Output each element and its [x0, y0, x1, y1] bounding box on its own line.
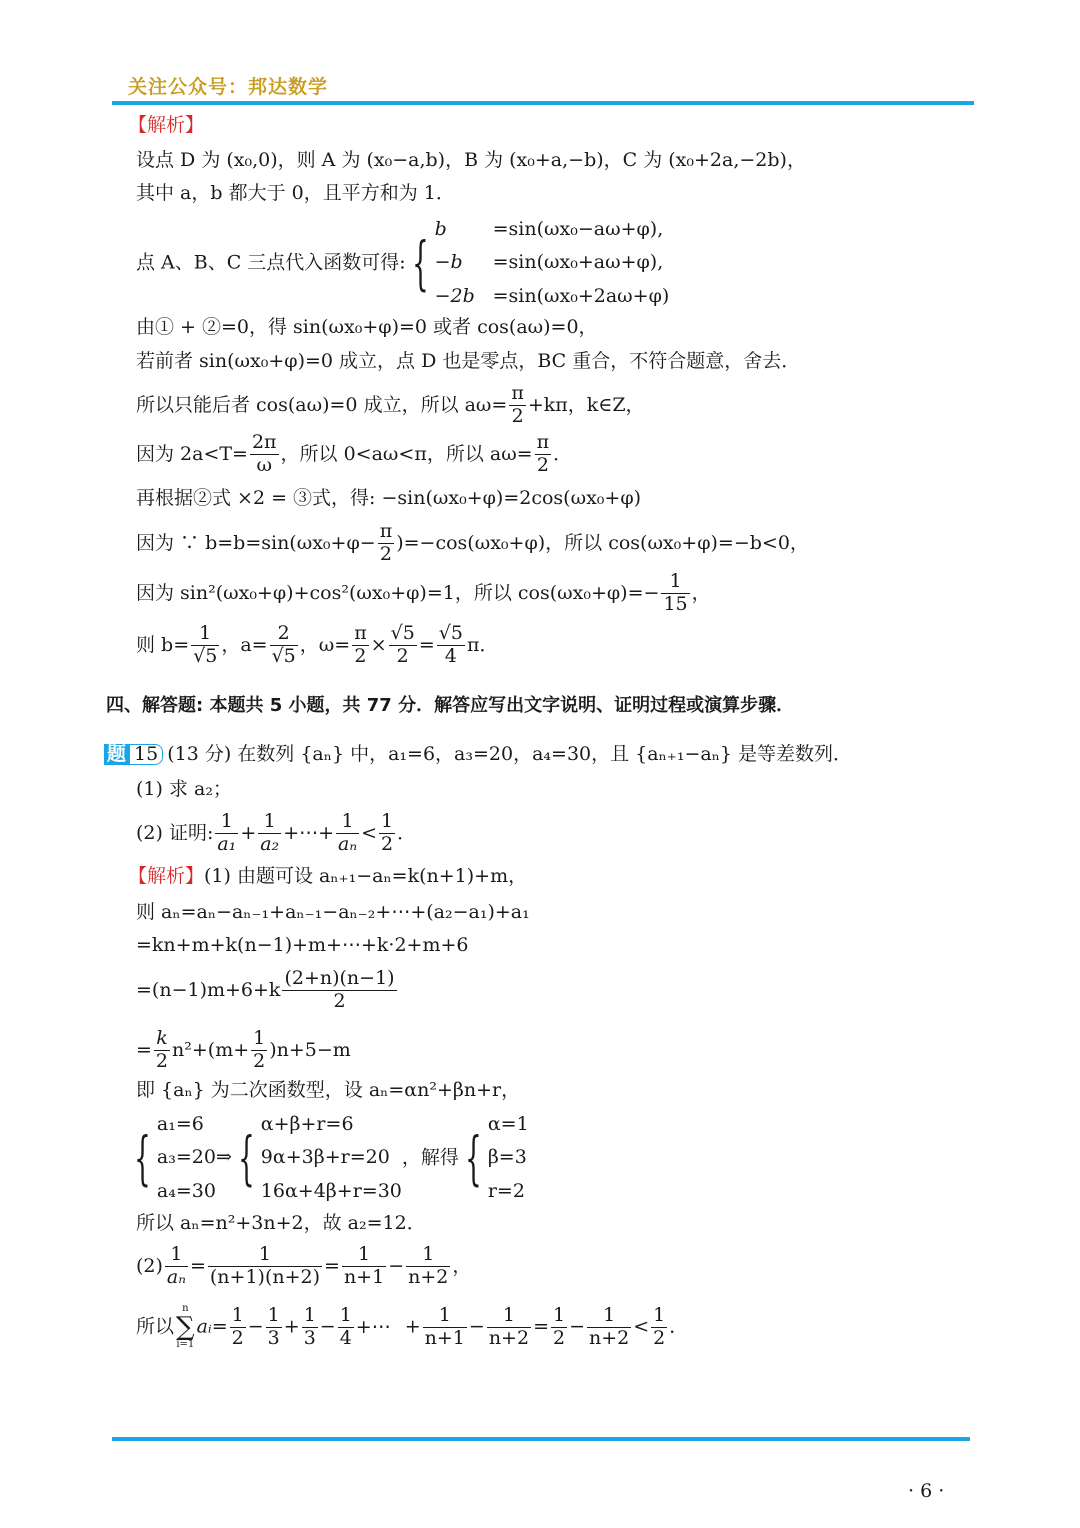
header-rule — [112, 101, 974, 105]
sys3-row-2: β=3 — [487, 1146, 527, 1169]
frac-den: n+1 — [343, 1265, 385, 1288]
part2-prefix: (2) 证明: — [136, 821, 214, 844]
system-1 — [157, 1108, 232, 1208]
sys1-row-2: a₃=20⇒ — [156, 1146, 232, 1169]
frac-1-over-15 — [661, 571, 689, 616]
frac-1-over-n1 — [342, 1244, 386, 1289]
frac-num: 1 — [342, 1244, 386, 1267]
left-brace: { — [134, 1123, 151, 1192]
frac-1-over-product — [208, 1244, 322, 1289]
frac-1-over-n2 — [587, 1305, 631, 1350]
frac-1-over-2 — [651, 1305, 667, 1350]
frac-1-over-4 — [338, 1305, 354, 1350]
frac-k-over-2 — [154, 1028, 170, 1073]
sol8-minus: − — [388, 1254, 405, 1277]
sol9-lt: < — [633, 1315, 650, 1338]
analysis-label: 【解析】 — [128, 114, 205, 136]
frac-sum-formula — [282, 968, 396, 1013]
frac-den: 2 — [511, 404, 524, 427]
frac-den: √5 — [193, 644, 218, 667]
frac-den: n+1 — [424, 1326, 465, 1349]
frac-num: 1 — [552, 1303, 566, 1326]
solution-line-4 — [136, 968, 399, 1013]
frac-den: 2 — [653, 1326, 666, 1349]
frac-1-over-2 — [379, 811, 395, 856]
sol5-text-b: n²+(m+ — [172, 1038, 250, 1061]
system-3 — [488, 1108, 529, 1208]
sol9-prefix: 所以 — [136, 1315, 175, 1338]
frac-den: a₂ — [260, 832, 280, 855]
frac-1-over-sqrt5 — [191, 623, 219, 668]
frac-den: n+2 — [408, 1265, 449, 1288]
sol8-label: (2) — [136, 1254, 163, 1277]
sum-lower: i=1 — [176, 1339, 195, 1350]
frac-pi-over-2 — [509, 383, 526, 428]
analysis-system-line — [136, 213, 669, 313]
frac-den: aₙ — [166, 1265, 186, 1288]
sol9-plus: + — [404, 1315, 421, 1338]
sys2-row-2: 9α+3β+r=20 — [260, 1146, 390, 1169]
sol5-text-c: )n+5−m — [269, 1038, 351, 1061]
sol8-end: ， — [452, 1254, 472, 1277]
sys-left-3: −2b — [434, 284, 475, 307]
analysis-line-5: 若前者 sin(ωx₀+φ)=0 成立，点 D 也是零点，BC 重合，不符合题意，舍去． — [136, 350, 801, 372]
question-15-stem — [104, 744, 852, 765]
frac-num: 1 — [165, 1244, 188, 1267]
frac-den: aₙ — [338, 832, 358, 855]
frac-1-over-3 — [302, 1305, 318, 1350]
system-right-col — [493, 213, 670, 313]
frac-num: (2+n)(n−1) — [284, 967, 395, 989]
question-stem-text: (13 分) 在数列 {aₙ} 中，a₁=6，a₃=20，a₄=30，且 {aₙ₊₁−aₙ} 是等差数列． — [167, 743, 853, 765]
solution-line-6: 即 {aₙ} 为二次函数型，设 aₙ=αn²+βn+r， — [136, 1079, 521, 1101]
frac-1-over-3 — [266, 1305, 282, 1350]
frac-num: √5 — [390, 622, 415, 644]
frac-2-over-sqrt5 — [270, 623, 298, 668]
sol9-ai: aᵢ= — [196, 1315, 228, 1338]
frac-num: 1 — [661, 571, 689, 594]
frac-num: 2π — [251, 431, 277, 453]
frac-1-over-an — [165, 1244, 188, 1289]
frac-den: 4 — [444, 644, 457, 667]
frac-1-over-a2 — [258, 811, 281, 856]
system-left-col — [435, 213, 493, 313]
frac-den: 3 — [267, 1326, 280, 1349]
frac-pi-over-2 — [352, 623, 369, 668]
frac-pi-over-2 — [535, 432, 552, 477]
frac-1-over-n2 — [487, 1305, 531, 1350]
frac-num: 1 — [380, 810, 394, 832]
sys1-row-1: a₁=6 — [156, 1113, 204, 1135]
system-2 — [261, 1108, 402, 1208]
frac-1-over-a1 — [215, 811, 238, 856]
sol9-minus: − — [468, 1315, 485, 1338]
frac-1-over-n1 — [423, 1305, 467, 1350]
frac-den: 2 — [155, 1049, 169, 1072]
frac-den: 2 — [354, 644, 367, 667]
line7-text-b: ，所以 0<aω<π，所以 aω= — [280, 442, 533, 465]
frac-den: ω — [256, 453, 272, 476]
frac-num: 1 — [258, 811, 281, 834]
system-prefix: 点 A、B、C 三点代入函数可得: — [136, 251, 406, 274]
question-part-1: (1) 求 a₂； — [136, 778, 232, 800]
part2-dots: +⋯+ — [283, 821, 335, 844]
line11-text-b: ，a= — [221, 633, 268, 656]
frac-2pi-over-omega — [250, 432, 279, 477]
sol9-minus: − — [247, 1315, 264, 1338]
part2-plus: + — [240, 821, 257, 844]
line9-text-a: 因为 ∵ b=b=sin(ωx₀+φ− — [136, 531, 376, 554]
sys-left-2: −b — [434, 251, 463, 274]
frac-1-over-2 — [230, 1305, 246, 1350]
frac-num: 1 — [267, 1303, 280, 1326]
sys-right-1: =sin(ωx₀−aω+φ), — [492, 218, 664, 240]
analysis-line-11 — [136, 623, 498, 668]
frac-sqrt5-over-4 — [437, 623, 465, 668]
solution-text-1: (1) 由题可设 aₙ₊₁−aₙ=k(n+1)+m， — [204, 865, 528, 887]
frac-num: 1 — [587, 1305, 631, 1328]
solution-label: 【解析】 — [128, 865, 205, 887]
sys2-row-3: 16α+4β+r=30 — [260, 1179, 402, 1202]
frac-den: n+2 — [488, 1326, 530, 1349]
frac-1-over-an — [336, 811, 359, 856]
left-brace: { — [411, 228, 429, 297]
section-title: 四、解答题: 本题共 5 小题，共 77 分．解答应写出文字说明、证明过程或演算步骤． — [106, 695, 795, 716]
line7-text-c: ． — [553, 442, 573, 465]
sol8-eq: = — [189, 1254, 206, 1277]
sol9-eq: = — [533, 1315, 549, 1338]
frac-num: √5 — [438, 622, 463, 644]
frac-den: (n+1)(n+2) — [209, 1265, 321, 1288]
footer-rule — [112, 1437, 970, 1441]
analysis-line-4: 由① + ②=0，得 sin(ωx₀+φ)=0 或者 cos(aω)=0， — [136, 316, 598, 338]
question-tag: 题 — [104, 744, 129, 765]
frac-den: 2 — [333, 989, 346, 1012]
frac-num: 1 — [487, 1305, 531, 1328]
solution-line-1 — [128, 867, 527, 886]
frac-den: n+2 — [589, 1326, 630, 1349]
solution-line-7: 所以 aₙ=n²+3n+2，故 a₂=12． — [136, 1212, 426, 1234]
frac-den: 2 — [231, 1326, 244, 1349]
frac-den: 2 — [396, 644, 409, 667]
solution-line-5 — [136, 1028, 351, 1073]
solution-line-3: =kn+m+k(n−1)+m+⋯+k·2+m+6 — [136, 934, 469, 956]
sys-left-1: b — [434, 218, 447, 240]
frac-pi-over-2 — [378, 521, 395, 566]
frac-num: 2 — [270, 623, 298, 646]
frac-den: a₁ — [217, 832, 237, 855]
page-number: · 6 · — [908, 1480, 945, 1502]
solution-line-9 — [136, 1304, 688, 1350]
frac-1-over-2 — [251, 1028, 267, 1073]
left-brace: { — [465, 1123, 482, 1192]
frac-num: 1 — [653, 1303, 666, 1326]
part2-lt: < — [361, 821, 377, 844]
frac-num: π — [536, 431, 550, 453]
line6-text-b: +kπ，k∈Z， — [527, 393, 645, 416]
analysis-line-2: 其中 a，b 都大于 0，且平方和为 1． — [136, 182, 455, 204]
sum-symbol — [174, 1304, 197, 1350]
line7-text-a: 因为 2a<T= — [136, 442, 248, 465]
frac-1-over-2 — [551, 1305, 567, 1350]
analysis-line-1: 设点 D 为 (x₀,0)，则 A 为 (x₀−a,b)，B 为 (x₀+a,−b)，C 为 (x₀+2a,−2b)， — [136, 149, 806, 171]
analysis-line-6 — [136, 383, 645, 428]
sys1-row-3: a₄=30 — [156, 1179, 216, 1202]
sol9-minus: − — [319, 1315, 336, 1338]
analysis-line-8: 再根据②式 ×2 = ③式，得: −sin(ωx₀+φ)=2cos(ωx₀+φ) — [136, 487, 642, 509]
line10-text-a: 因为 sin²(ωx₀+φ)+cos²(ωx₀+φ)=1，所以 cos(ωx₀+φ)=− — [136, 581, 660, 604]
frac-num: 1 — [215, 811, 238, 834]
frac-den: 15 — [663, 592, 688, 615]
question-part-2 — [136, 811, 416, 856]
sol5-eq: = — [136, 1038, 152, 1061]
frac-den: 3 — [303, 1326, 316, 1349]
frac-num: 1 — [336, 811, 359, 834]
sol9-plus: + — [283, 1315, 300, 1338]
analysis-line-9 — [136, 521, 809, 566]
line9-text-b: )=−cos(ωx₀+φ)，所以 cos(ωx₀+φ)=−b<0， — [396, 531, 809, 554]
sol4-text: =(n−1)m+6+k — [136, 978, 281, 1001]
frac-num: 1 — [208, 1244, 322, 1267]
analysis-line-7 — [136, 432, 572, 477]
sys2-row-1: α+β+r=6 — [260, 1113, 354, 1135]
line11-text-e: = — [418, 633, 435, 656]
sys-right-2: =sin(ωx₀+aω+φ), — [492, 251, 664, 274]
line10-text-b: ， — [691, 581, 711, 604]
frac-num: 1 — [423, 1305, 467, 1328]
sol9-end: ． — [669, 1315, 689, 1338]
part2-end: ． — [397, 821, 417, 844]
line11-text-d: × — [370, 633, 387, 656]
sol8-eq-2: = — [324, 1254, 340, 1277]
frac-num: π — [511, 382, 524, 404]
frac-num: 1 — [339, 1303, 352, 1326]
sys-right-3: =sin(ωx₀+2aω+φ) — [492, 284, 670, 307]
sol9-dots: +⋯ — [355, 1315, 391, 1338]
question-number: 15 — [129, 744, 163, 765]
frac-den: 2 — [253, 1049, 266, 1072]
frac-den: 4 — [339, 1326, 352, 1349]
frac-num: 1 — [191, 623, 219, 646]
sum-upper: n — [182, 1303, 189, 1314]
frac-sqrt5-over-2 — [389, 623, 417, 668]
frac-num: 1 — [231, 1303, 244, 1326]
frac-num: 1 — [406, 1244, 450, 1267]
sys3-row-3: r=2 — [487, 1179, 525, 1202]
frac-1-over-n2 — [406, 1244, 450, 1289]
frac-num: π — [354, 622, 367, 644]
left-brace: { — [238, 1123, 255, 1192]
header-title: 关注公众号：邦达数学 — [128, 76, 329, 98]
solution-systems — [128, 1108, 529, 1208]
frac-den: 2 — [552, 1326, 566, 1349]
frac-num: 1 — [253, 1027, 266, 1049]
line6-text-a: 所以只能后者 cos(aω)=0 成立，所以 aω= — [136, 393, 508, 416]
analysis-line-10 — [136, 571, 711, 616]
sys3-row-1: α=1 — [487, 1113, 529, 1135]
line11-text-a: 则 b= — [136, 633, 190, 656]
frac-den: 2 — [380, 832, 394, 855]
frac-num: π — [379, 520, 393, 542]
frac-den: 2 — [379, 542, 392, 565]
line11-text-f: π． — [466, 633, 499, 656]
frac-den: √5 — [271, 644, 296, 667]
solution-line-2: 则 aₙ=aₙ−aₙ₋₁+aₙ₋₁−aₙ₋₂+⋯+(a₂−a₁)+a₁ — [136, 901, 530, 923]
sum-sigma: ∑ — [176, 1312, 195, 1342]
frac-den: 2 — [536, 453, 549, 476]
frac-num: 1 — [303, 1303, 316, 1326]
solve-text: ，解得 — [401, 1146, 459, 1169]
sol9-minus: − — [569, 1315, 585, 1338]
frac-num: k — [154, 1028, 170, 1051]
line11-text-c: ，ω= — [299, 633, 351, 656]
solution-line-8 — [136, 1244, 471, 1289]
